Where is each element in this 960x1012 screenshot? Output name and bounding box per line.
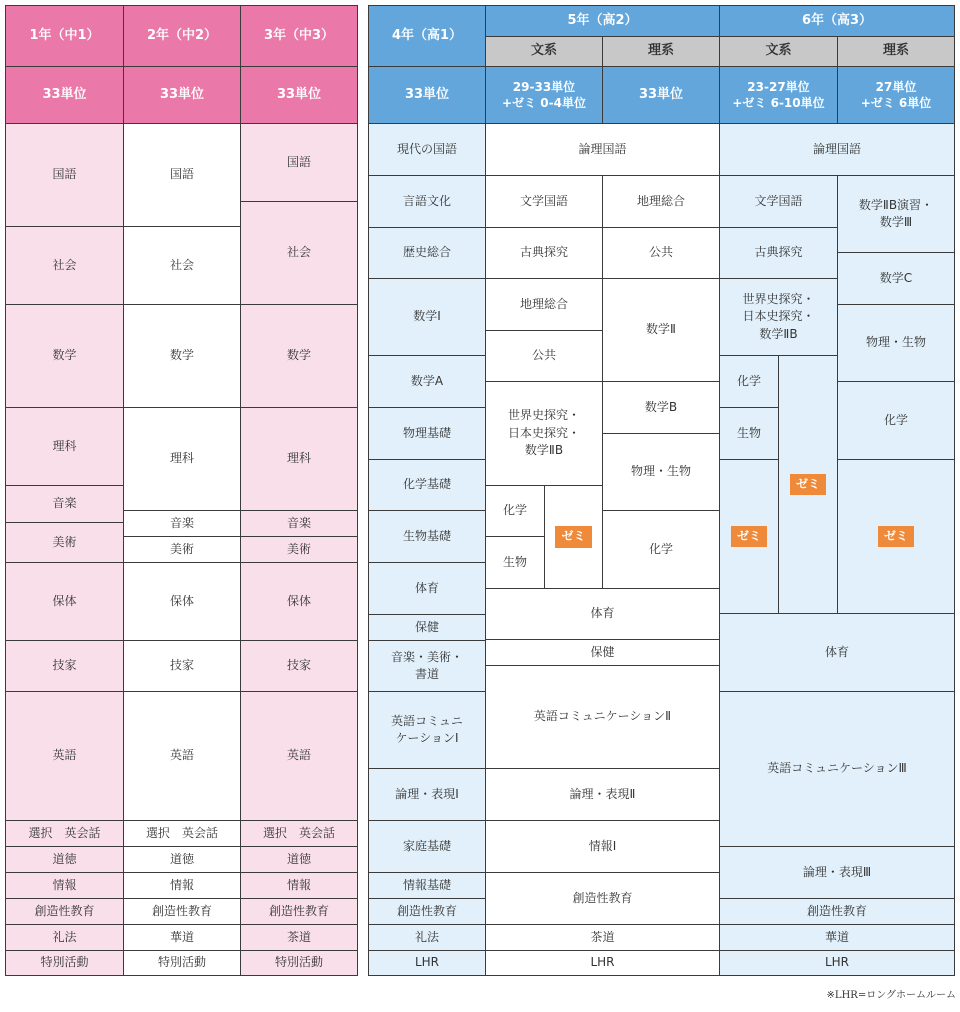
subject-cell: 保体 (240, 562, 358, 641)
subject-cell: 論理・表現Ⅰ (368, 768, 486, 821)
subject-cell: 生物 (719, 407, 779, 460)
subject-cell: 英語 (123, 691, 241, 821)
subject-cell: 創造性教育 (368, 898, 486, 925)
subject-cell: LHR (368, 950, 486, 976)
subject-cell: 国語 (240, 123, 358, 202)
subject-cell: 音楽 (240, 510, 358, 537)
units-year4: 33単位 (368, 66, 486, 124)
subject-cell: 化学 (602, 510, 720, 589)
subject-cell: 音楽 (5, 485, 124, 523)
subject-cell: 情報Ⅰ (485, 820, 720, 873)
subject-cell: 創造性教育 (485, 872, 720, 925)
seminar-badge: ゼミ (731, 526, 767, 548)
subject-cell: 美術 (240, 536, 358, 563)
subject-cell: 理科 (123, 407, 241, 511)
subject-cell: 創造性教育 (719, 898, 955, 925)
seminar-cell (837, 459, 955, 614)
units-year2: 33単位 (123, 66, 241, 124)
subject-cell: 特別活動 (5, 950, 124, 976)
subject-cell: 礼法 (5, 924, 124, 951)
units-year3: 33単位 (240, 66, 358, 124)
subject-cell: 理科 (240, 407, 358, 511)
header-year3: 3年（中3） (240, 5, 358, 67)
course-rikei-y6: 理系 (837, 36, 955, 67)
subject-cell: 地理総合 (602, 175, 720, 228)
subject-cell: 化学基礎 (368, 459, 486, 511)
subject-cell: 現代の国語 (368, 123, 486, 176)
subject-cell: 生物 (485, 536, 545, 589)
units-year6-bunkei: 23-27単位 +ゼミ 6-10単位 (719, 66, 838, 124)
units-year6-rikei: 27単位 +ゼミ 6単位 (837, 66, 955, 124)
subject-cell: 体育 (368, 562, 486, 615)
units-year1: 33単位 (5, 66, 124, 124)
subject-cell: 数学 (123, 304, 241, 408)
subject-cell: 論理国語 (485, 123, 720, 176)
seminar-cell (719, 459, 779, 614)
subject-cell: 英語コミュニケーションⅡ (485, 665, 720, 769)
subject-cell: 情報 (123, 872, 241, 899)
subject-cell: 文学国語 (485, 175, 603, 228)
subject-cell: 選択 英会話 (123, 820, 241, 847)
subject-cell: 家庭基礎 (368, 820, 486, 873)
subject-cell: 技家 (123, 640, 241, 692)
subject-cell: 文学国語 (719, 175, 838, 228)
subject-cell: 数学A (368, 355, 486, 408)
subject-cell: 化学 (837, 381, 955, 460)
subject-cell: 物理・生物 (837, 304, 955, 382)
subject-cell: 化学 (719, 355, 779, 408)
subject-cell: 世界史探究・ 日本史探究・ 数学ⅡB (485, 381, 603, 486)
course-rikei-y5: 理系 (602, 36, 720, 67)
subject-cell: 社会 (123, 226, 241, 305)
subject-cell: 論理・表現Ⅱ (485, 768, 720, 821)
footnote: ※LHR=ロングホームルーム (826, 990, 956, 1001)
subject-cell: 情報 (5, 872, 124, 899)
subject-cell: 保健 (368, 614, 486, 641)
subject-cell: 礼法 (368, 924, 486, 951)
course-bunkei-y6: 文系 (719, 36, 838, 67)
subject-cell: LHR (485, 950, 720, 976)
subject-cell: 数学Ⅱ (602, 278, 720, 382)
subject-cell: 音楽・美術・ 書道 (368, 640, 486, 692)
subject-cell: LHR (719, 950, 955, 976)
subject-cell: 特別活動 (123, 950, 241, 976)
subject-cell: 情報 (240, 872, 358, 899)
subject-cell: 技家 (5, 640, 124, 692)
seminar-badge: ゼミ (790, 474, 826, 496)
subject-cell: 数学ⅡB演習・ 数学Ⅲ (837, 175, 955, 253)
seminar-cell (778, 355, 838, 614)
units-year5-rikei: 33単位 (602, 66, 720, 124)
subject-cell: 情報基礎 (368, 872, 486, 899)
subject-cell: 英語コミュニ ケーションⅠ (368, 691, 486, 769)
subject-cell: 社会 (240, 201, 358, 305)
subject-cell: 保健 (485, 639, 720, 666)
subject-cell: 体育 (719, 613, 955, 692)
header-year1: 1年（中1） (5, 5, 124, 67)
course-bunkei-y5: 文系 (485, 36, 603, 67)
subject-cell: 体育 (485, 588, 720, 640)
subject-cell: 論理・表現Ⅲ (719, 846, 955, 899)
subject-cell: 論理国語 (719, 123, 955, 176)
subject-cell: 公共 (602, 227, 720, 279)
subject-cell: 古典探究 (485, 227, 603, 279)
subject-cell: 道徳 (123, 846, 241, 873)
subject-cell: 華道 (123, 924, 241, 951)
seminar-badge: ゼミ (878, 526, 914, 548)
subject-cell: 言語文化 (368, 175, 486, 228)
subject-cell: 物理・生物 (602, 433, 720, 511)
subject-cell: 国語 (123, 123, 241, 227)
subject-cell: 技家 (240, 640, 358, 692)
subject-cell: 数学 (240, 304, 358, 408)
subject-cell: 世界史探究・ 日本史探究・ 数学ⅡB (719, 278, 838, 356)
header-year6: 6年（高3） (719, 5, 955, 37)
subject-cell: 茶道 (485, 924, 720, 951)
seminar-badge: ゼミ (555, 526, 591, 548)
subject-cell: 創造性教育 (240, 898, 358, 925)
subject-cell: 歴史総合 (368, 227, 486, 279)
seminar-cell (544, 485, 603, 589)
subject-cell: 保体 (123, 562, 241, 641)
subject-cell: 茶道 (240, 924, 358, 951)
subject-cell: 地理総合 (485, 278, 603, 331)
subject-cell: 英語 (240, 691, 358, 821)
subject-cell: 華道 (719, 924, 955, 951)
subject-cell: 英語 (5, 691, 124, 821)
subject-cell: 創造性教育 (123, 898, 241, 925)
subject-cell: 特別活動 (240, 950, 358, 976)
subject-cell: 古典探究 (719, 227, 838, 279)
subject-cell: 英語コミュニケーションⅢ (719, 691, 955, 847)
header-year2: 2年（中2） (123, 5, 241, 67)
subject-cell: 道徳 (5, 846, 124, 873)
subject-cell: 数学 (5, 304, 124, 408)
subject-cell: 選択 英会話 (240, 820, 358, 847)
subject-cell: 音楽 (123, 510, 241, 537)
subject-cell: 道徳 (240, 846, 358, 873)
subject-cell: 理科 (5, 407, 124, 486)
subject-cell: 数学C (837, 252, 955, 305)
subject-cell: 創造性教育 (5, 898, 124, 925)
subject-cell: 社会 (5, 226, 124, 305)
subject-cell: 数学Ⅰ (368, 278, 486, 356)
subject-cell: 美術 (5, 522, 124, 563)
subject-cell: 数学B (602, 381, 720, 434)
subject-cell: 国語 (5, 123, 124, 227)
subject-cell: 選択 英会話 (5, 820, 124, 847)
subject-cell: 化学 (485, 485, 545, 537)
subject-cell: 美術 (123, 536, 241, 563)
subject-cell: 保体 (5, 562, 124, 641)
header-year4: 4年（高1） (368, 5, 486, 67)
subject-cell: 生物基礎 (368, 510, 486, 563)
subject-cell: 公共 (485, 330, 603, 382)
header-year5: 5年（高2） (485, 5, 720, 37)
subject-cell: 物理基礎 (368, 407, 486, 460)
units-year5-bunkei: 29-33単位 +ゼミ 0-4単位 (485, 66, 603, 124)
